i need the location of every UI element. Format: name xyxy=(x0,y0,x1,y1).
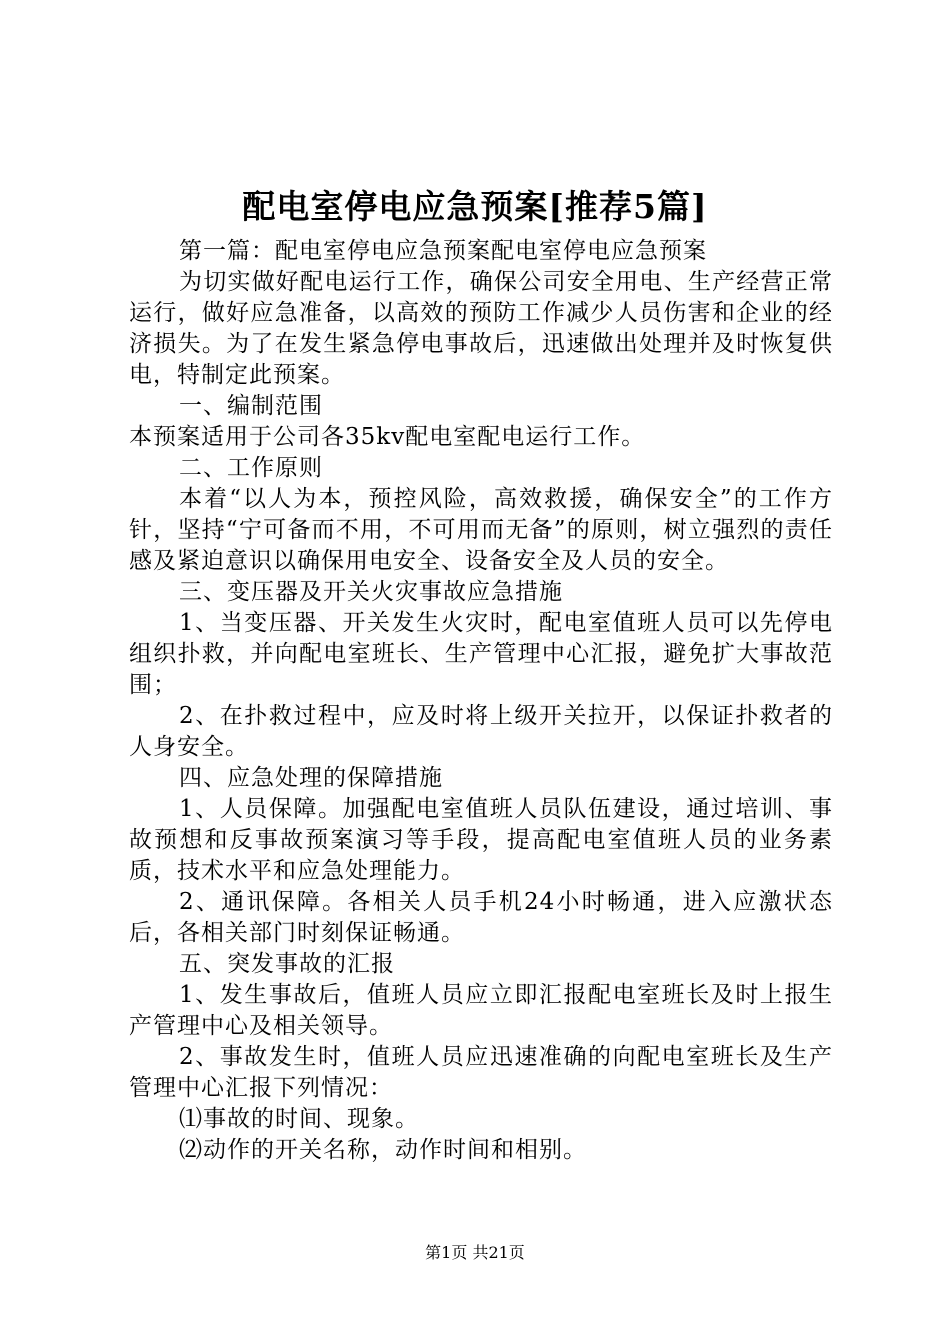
paragraph: 1、当变压器、开关发生火灾时，配电室值班人员可以先停电组织扑救，并向配电室班长、生产管理中心汇报，避免扩大事故范围； xyxy=(129,610,833,698)
section-heading: 四、应急处理的保障措施 xyxy=(179,765,443,791)
list-item: ⑵动作的开关名称，动作时间和相别。 xyxy=(179,1137,587,1163)
paragraph: 2、在扑救过程中，应及时将上级开关拉开，以保证扑救者的人身安全。 xyxy=(129,703,833,760)
paragraph: 本预案适用于公司各35kv配电室配电运行工作。 xyxy=(129,424,646,450)
paragraph: 本着“以人为本，预控风险，高效救援，确保安全”的工作方针，坚持“宁可备而不用，不可用而无备”的原则，树立强烈的责任感及紧迫意识以确保用电安全、设备安全及人员的安全。 xyxy=(129,486,833,574)
list-item: ⑴事故的时间、现象。 xyxy=(179,1106,419,1132)
page-footer: 第1页 共21页 xyxy=(425,1243,525,1262)
paragraph: 2、事故发生时，值班人员应迅速准确的向配电室班长及生产管理中心汇报下列情况： xyxy=(129,1044,833,1101)
paragraph: 2、通讯保障。各相关人员手机24小时畅通，进入应激状态后，各相关部门时刻保证畅通。 xyxy=(129,889,833,946)
document-title: 配电室停电应急预案[推荐5篇] xyxy=(242,187,708,226)
paragraph: 1、人员保障。加强配电室值班人员队伍建设，通过培训、事故预想和反事故预案演习等手段，提高配电室值班人员的业务素质，技术水平和应急处理能力。 xyxy=(129,796,833,884)
paragraph: 1、发生事故后，值班人员应立即汇报配电室班长及时上报生产管理中心及相关领导。 xyxy=(129,982,833,1039)
document-body xyxy=(129,236,833,1166)
section-heading: 三、变压器及开关火灾事故应急措施 xyxy=(179,579,563,605)
section-heading: 一、编制范围 xyxy=(179,393,323,419)
paragraph: 为切实做好配电运行工作，确保公司安全用电、生产经营正常运行，做好应急准备，以高效的预防工作减少人员伤害和企业的经济损失。为了在发生紧急停电事故后，迅速做出处理并及时恢复供电，特制定此预案。 xyxy=(129,269,833,388)
section-heading: 二、工作原则 xyxy=(179,455,323,481)
section-heading: 五、突发事故的汇报 xyxy=(179,951,395,977)
paragraph: 第一篇：配电室停电应急预案配电室停电应急预案 xyxy=(179,238,707,264)
